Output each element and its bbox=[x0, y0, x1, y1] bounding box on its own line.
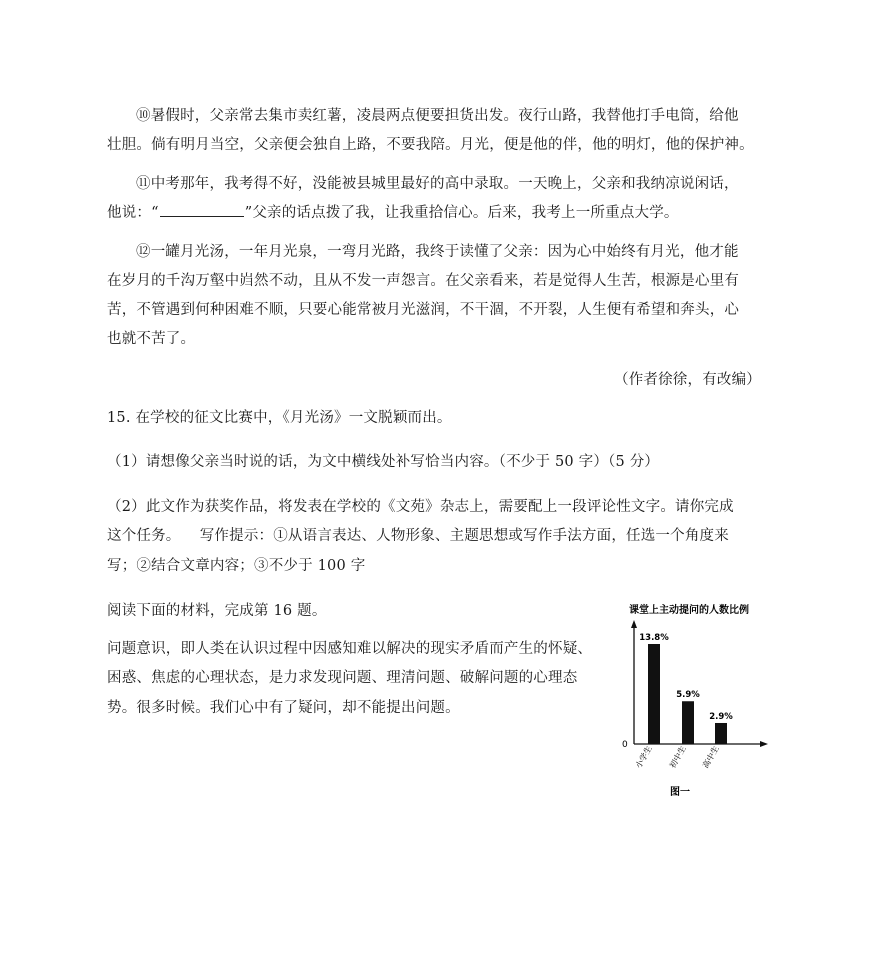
x-axis-arrow bbox=[760, 741, 768, 747]
chart-title: 课堂上主动提问的人数比例 bbox=[629, 605, 749, 616]
para12-line3: 苦，不管遇到何种困难不顺，只要心能常被月光滋润，不干涸，不开裂，人生便有希望和奔头，心 bbox=[107, 302, 740, 318]
bar-value-label-2: 5.9% bbox=[676, 690, 700, 701]
para12-line4: 也就不苦了。 bbox=[107, 331, 196, 347]
question-15-part2-line3: 写；②结合文章内容；③不少于 100 字 bbox=[107, 558, 366, 574]
material-line1: 问题意识，即人类在认识过程中因感知难以解决的现实矛盾而产生的怀疑、 bbox=[107, 641, 593, 657]
chart-caption: 图一 bbox=[670, 787, 690, 798]
material-line2: 困惑、焦虑的心理状态，是力求发现问题、理清问题、破解问题的心理态 bbox=[107, 670, 578, 686]
para11-line2 bbox=[107, 201, 679, 222]
bar-3 bbox=[715, 723, 727, 744]
para11-quote-open: 他说：“ bbox=[107, 205, 159, 221]
y-axis-arrow bbox=[631, 620, 637, 628]
bar-value-label-1: 13.8% bbox=[639, 633, 669, 643]
bars-group bbox=[633, 633, 733, 770]
para11-line1: ⑪中考那年，我考得不好，没能被县城里最好的高中录取。一天晚上，父亲和我纳凉说闲话， bbox=[136, 176, 739, 192]
question-15-part2-line1: （2）此文作为获奖作品，将发表在学校的《文苑》杂志上，需要配上一段评论性文字。请你完成 bbox=[107, 499, 734, 515]
category-label-3: 高中生 bbox=[700, 744, 721, 770]
para10-line2: 壮胆。倘有明月当空，父亲便会独自上路，不要我陪。月光，便是他的伴，他的明灯，他的保护神。 bbox=[107, 137, 754, 153]
bar-1 bbox=[648, 644, 660, 744]
question-15-part1: （1）请想像父亲当时说的话，为文中横线处补写恰当内容。（不少于 50 字）（5 分） bbox=[107, 454, 660, 470]
fill-in-blank bbox=[160, 204, 244, 217]
bar-2 bbox=[682, 701, 694, 744]
question-ratio-bar-chart bbox=[604, 598, 774, 808]
para12-line1: ⑫一罐月光汤，一年月光泉，一弯月光路，我终于读懂了父亲：因为心中始终有月光，他才能 bbox=[136, 244, 739, 260]
para11-quote-rest: ”父亲的话点拨了我，让我重拾信心。后来，我考上一所重点大学。 bbox=[244, 205, 679, 221]
category-label-2: 初中生 bbox=[667, 744, 688, 770]
attribution: （作者徐徐，有改编） bbox=[614, 372, 761, 388]
question-15-stem: 15. 在学校的征文比赛中，《月光汤》一文脱颖而出。 bbox=[107, 410, 452, 426]
material-line3: 势。很多时候。我们心中有了疑问，却不能提出问题。 bbox=[107, 700, 460, 716]
origin-label: 0 bbox=[622, 740, 628, 750]
para10-line1: ⑩暑假时，父亲常去集市卖红薯，凌晨两点便要担货出发。夜行山路，我替他打手电筒，给他 bbox=[136, 108, 739, 124]
question-16-intro: 阅读下面的材料，完成第 16 题。 bbox=[107, 603, 327, 619]
para12-line2: 在岁月的千沟万壑中岿然不动，且从不发一声怨言。在父亲看来，若是觉得人生苦，根源是心里有 bbox=[107, 273, 740, 289]
category-label-1: 小学生 bbox=[633, 744, 654, 770]
question-15-part2-line2: 这个任务。 写作提示：①从语言表达、人物形象、主题思想或写作手法方面，任选一个角度来 bbox=[107, 528, 729, 544]
bar-value-label-3: 2.9% bbox=[709, 711, 733, 722]
